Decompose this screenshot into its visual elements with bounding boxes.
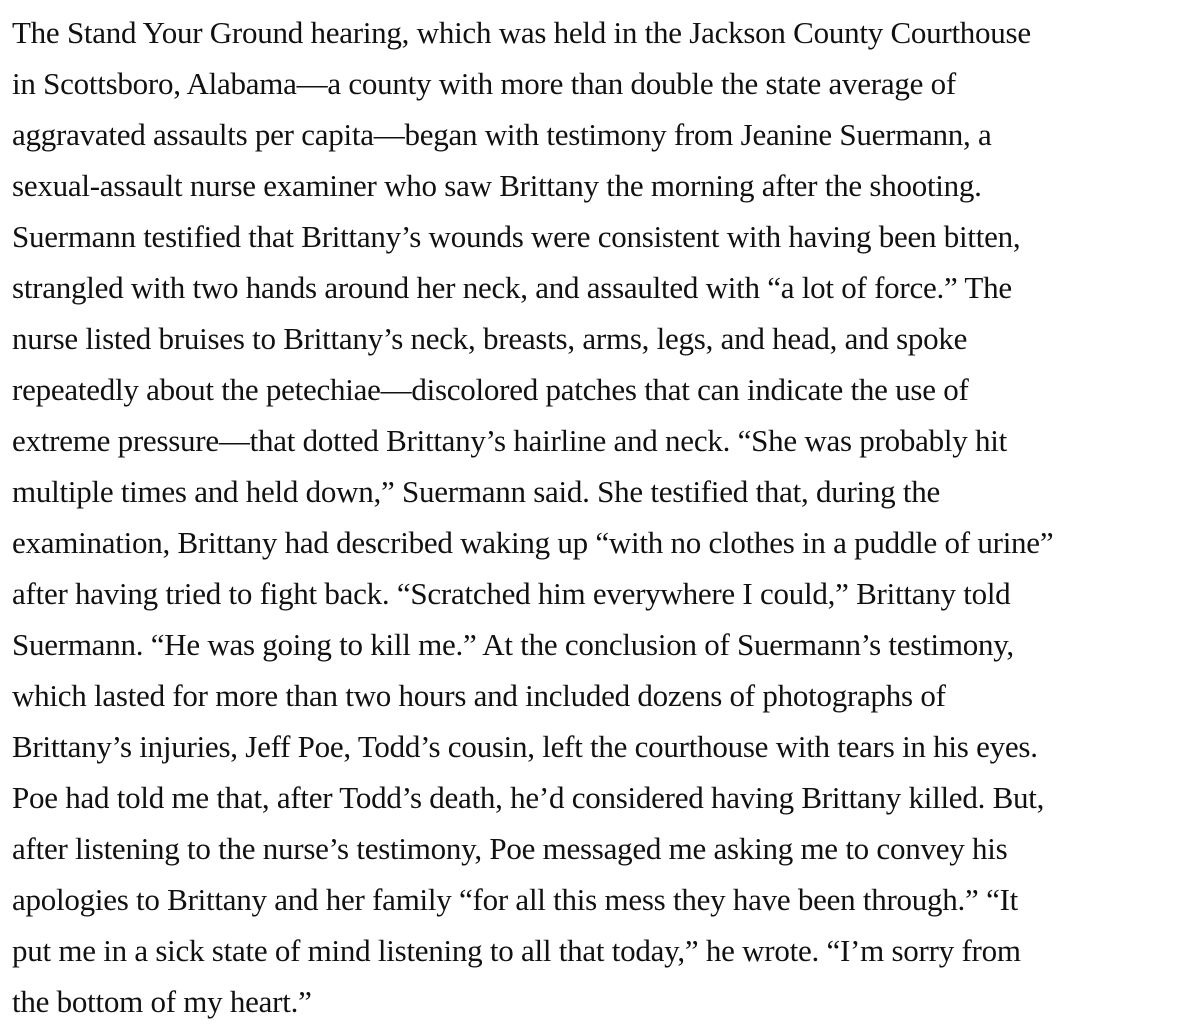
paragraph-line: Suermann. “He was going to kill me.” At the conclusion of Suermann’s testimony, <box>12 627 1014 662</box>
paragraph-line: Poe had told me that, after Todd’s death, he’d considered having Brittany killed. But, <box>12 780 1045 815</box>
paragraph-line: the bottom of my heart.” <box>12 984 312 1019</box>
paragraph-line: Suermann testified that Brittany’s wounds were consistent with having been bitten, <box>12 219 1021 254</box>
paragraph-line: which lasted for more than two hours and included dozens of photographs of <box>12 678 946 713</box>
paragraph-line: strangled with two hands around her neck, and assaulted with “a lot of force.” The <box>12 270 1012 305</box>
paragraph-line: repeatedly about the petechiae—discolored patches that can indicate the use of <box>12 372 969 407</box>
paragraph-line: apologies to Brittany and her family “for all this mess they have been through.” “It <box>12 882 1019 917</box>
paragraph-line: after having tried to fight back. “Scratched him everywhere I could,” Brittany told <box>12 576 1011 611</box>
paragraph-line: multiple times and held down,” Suermann said. She testified that, during the <box>12 474 941 509</box>
paragraph-line: in Scottsboro, Alabama—a county with more than double the state average of <box>12 66 956 101</box>
paragraph-line: after listening to the nurse’s testimony, Poe messaged me asking me to convey his <box>12 831 1008 866</box>
paragraph-line: examination, Brittany had described waking up “with no clothes in a puddle of urine” <box>12 525 1054 560</box>
paragraph-line: aggravated assaults per capita—began with testimony from Jeanine Suermann, a <box>12 117 992 152</box>
paragraph-line: sexual-assault nurse examiner who saw Brittany the morning after the shooting. <box>12 168 982 203</box>
paragraph-line: extreme pressure—that dotted Brittany’s hairline and neck. “She was probably hit <box>12 423 1007 458</box>
paragraph-line: put me in a sick state of mind listening to all that today,” he wrote. “I’m sorry from <box>12 933 1021 968</box>
paragraph-line: Brittany’s injuries, Jeff Poe, Todd’s cousin, left the courthouse with tears in his eyes. <box>12 729 1038 764</box>
paragraph-line: The Stand Your Ground hearing, which was held in the Jackson County Courthouse <box>12 15 1031 50</box>
paragraph-line: nurse listed bruises to Brittany’s neck, breasts, arms, legs, and head, and spoke <box>12 321 968 356</box>
article-paragraph <box>12 7 1198 1027</box>
